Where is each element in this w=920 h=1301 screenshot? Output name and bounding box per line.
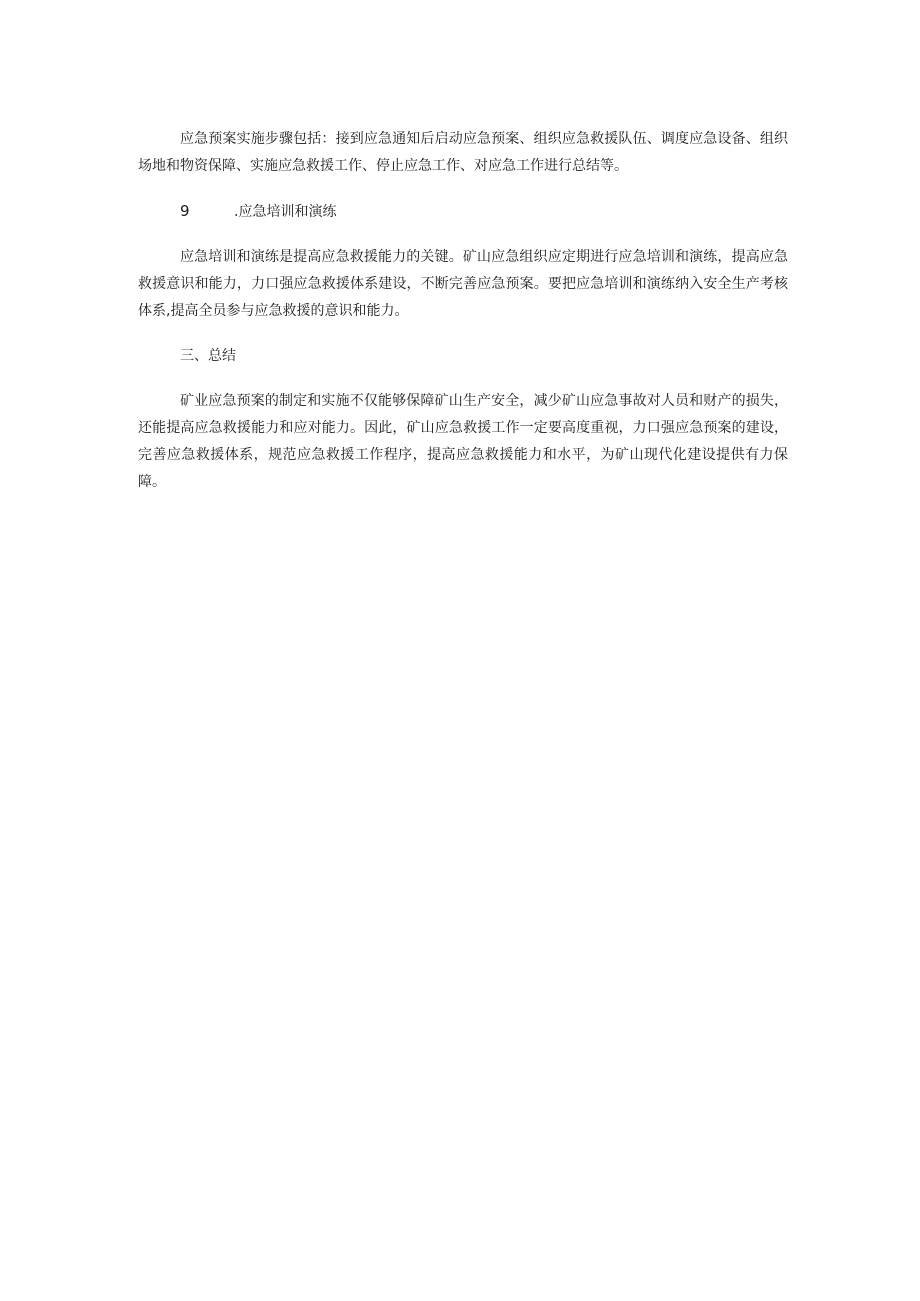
paragraph-implementation-steps: 应急预案实施步骤包括：接到应急通知后启动应急预案、组织应急救援队伍、调度应急设备、组织场地和物资保障、实施应急救援工作、停止应急工作、对应急工作进行总结等。 [138, 131, 788, 174]
section-heading-9 [138, 198, 788, 226]
section-heading-summary: 三、总结 [180, 348, 236, 364]
section-title: .应急培训和演练 [234, 204, 337, 220]
document-body [138, 126, 788, 514]
paragraph-training-drills: 应急培训和演练是提高应急救援能力的关键。矿山应急组织应定期进行应急培训和演练，提高应急救援意识和能力，力口强应急救援体系建设，不断完善应急预案。要把应急培训和演练纳入安全生产考核体系,提高全员参与应急救援的意识和能力。 [138, 249, 788, 319]
section-number: 9 [180, 202, 190, 220]
paragraph-summary: 矿业应急预案的制定和实施不仅能够保障矿山生产安全，减少矿山应急事故对人员和财产的损失，还能提高应急救援能力和应对能力。因此，矿山应急救援工作一定要高度重视，力口强应急预案的建设，完善应急救援体系，规范应急救援工作程序，提高应急救援能力和水平，为矿山现代化建设提供有力保障。 [138, 393, 788, 490]
